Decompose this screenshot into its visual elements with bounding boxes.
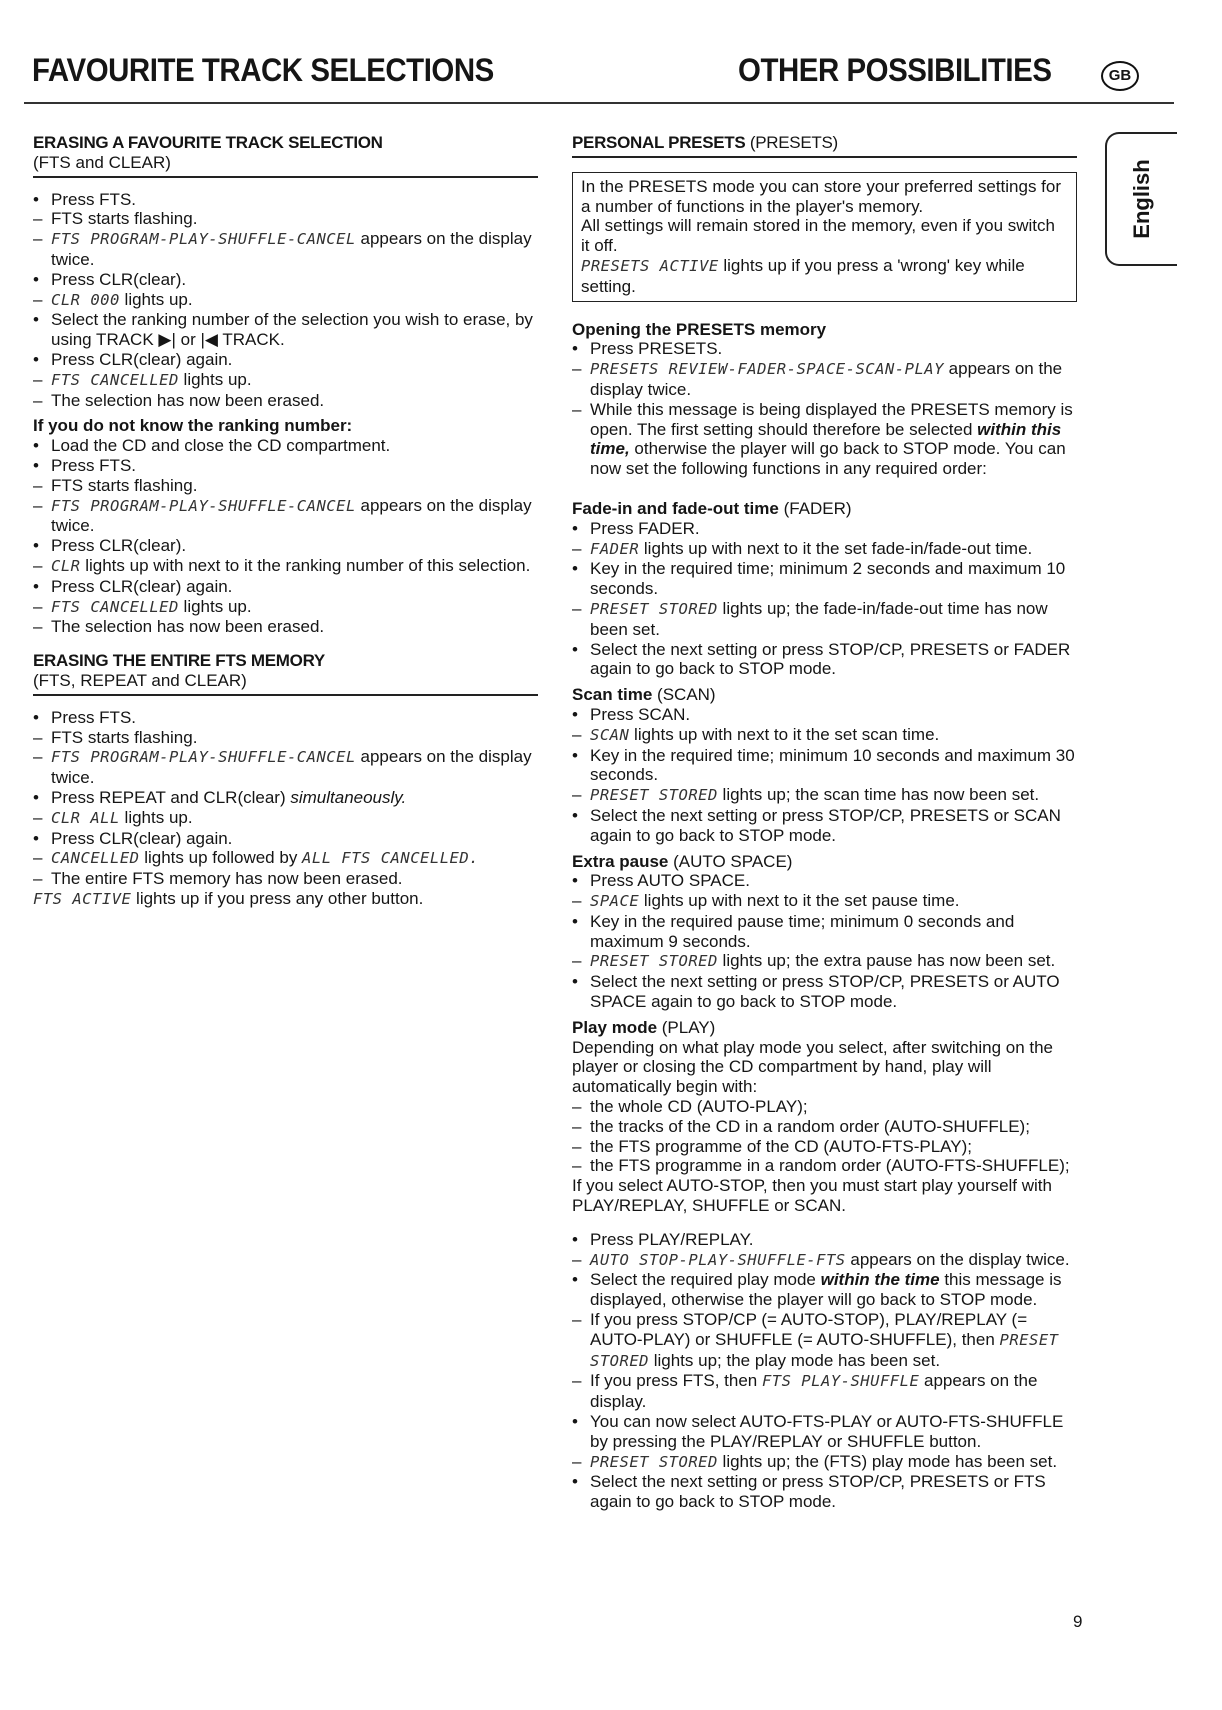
text-segment: simultaneously.	[290, 787, 407, 807]
dash-marker: –	[572, 1451, 582, 1471]
header-divider	[24, 102, 1174, 104]
heading-suffix: (PRESETS)	[749, 133, 838, 152]
text-segment: lights up if you press a 'wrong' key while setting.	[581, 255, 1025, 296]
dash-item	[572, 725, 1077, 746]
left-column	[33, 133, 538, 910]
dash-item	[572, 951, 1077, 972]
lcd-display-text: PRESET STORED	[590, 786, 718, 805]
dash-item	[33, 476, 538, 496]
bullet-marker: •	[572, 805, 578, 825]
text-segment: lights up with next to it the set pause time.	[639, 891, 960, 911]
text-segment: Press FADER.	[590, 518, 700, 538]
dash-item	[33, 808, 538, 829]
section-body	[33, 190, 538, 638]
dash-marker: –	[572, 951, 582, 971]
text-segment: Select the required play mode	[590, 1270, 821, 1290]
dash-item	[33, 597, 538, 618]
text-segment: Press CLR(clear) again.	[51, 349, 233, 369]
dash-item	[33, 290, 538, 311]
dash-marker: –	[572, 399, 582, 419]
dash-item	[572, 785, 1077, 806]
dash-marker: –	[33, 289, 43, 309]
spacer	[572, 479, 1077, 493]
bullet-marker: •	[33, 828, 39, 848]
bullet-marker: •	[572, 339, 578, 359]
text-segment: lights up.	[119, 807, 193, 827]
text-segment: appears on the display.	[590, 1371, 1038, 1412]
text-segment: the whole CD (AUTO-PLAY);	[590, 1097, 808, 1117]
dash-marker: –	[572, 538, 582, 558]
dash-marker: –	[33, 475, 43, 495]
dash-item	[572, 1097, 1077, 1117]
lcd-display-text: CANCELLED	[51, 849, 140, 868]
text-segment: All settings will remain stored in the memory, even if you switch it off.	[581, 216, 1055, 256]
bullet-marker: •	[572, 972, 578, 992]
text-segment: If you do not know the ranking number:	[33, 416, 353, 436]
text-segment: You can now select AUTO-FTS-PLAY or AUTO-FTS-SHUFFLE by pressing the PLAY/REPLAY or SHUFFLE button.	[590, 1412, 1064, 1451]
dash-item	[33, 728, 538, 748]
bullet-item	[572, 1472, 1077, 1512]
dash-marker: –	[572, 359, 582, 379]
text-segment: Select the next setting or press STOP/CP, PRESETS or SCAN again to go back to STOP mode.	[590, 805, 1061, 845]
dash-marker: –	[572, 1249, 582, 1269]
text-segment: the tracks of the CD in a random order (AUTO-SHUFFLE);	[590, 1116, 1030, 1136]
text-segment: appears on the display twice.	[51, 747, 532, 788]
bullet-item	[572, 1230, 1077, 1250]
text-segment: Press CLR(clear).	[51, 269, 187, 289]
bullet-marker: •	[572, 745, 578, 765]
bullet-marker: •	[572, 1229, 578, 1249]
dash-marker: –	[572, 891, 582, 911]
text-segment: lights up with next to it the set scan time.	[629, 724, 940, 744]
text-segment: lights up if you press any other button.	[131, 888, 424, 908]
text-segment: Select the ranking number of the selection you wish to erase, by using TRACK ▶| or |◀ TRACK.	[51, 310, 533, 350]
dash-marker: –	[33, 869, 43, 889]
dash-item	[33, 617, 538, 637]
dash-item	[572, 1452, 1077, 1473]
bullet-marker: •	[572, 639, 578, 659]
spacer	[33, 637, 538, 651]
heading-text: PERSONAL PRESETS	[572, 133, 746, 152]
spacer	[572, 1216, 1077, 1230]
bullet-marker: •	[572, 518, 578, 538]
dash-marker: –	[572, 1136, 582, 1156]
text-segment: lights up.	[178, 596, 252, 616]
bullet-marker: •	[33, 576, 39, 596]
text-segment: (PLAY)	[657, 1017, 716, 1037]
bullet-marker: •	[572, 559, 578, 579]
paragraph	[572, 1176, 1077, 1216]
dash-marker: –	[33, 617, 43, 637]
right-column	[572, 133, 1077, 1512]
text-segment: In the PRESETS mode you can store your preferred settings for a number of functions in the player's memory.	[581, 176, 1062, 216]
text-segment: Press PLAY/REPLAY.	[590, 1229, 754, 1249]
bullet-item	[572, 871, 1077, 891]
text-segment: this message is displayed, otherwise the player will go back to STOP mode.	[590, 1270, 1062, 1310]
bullet-marker: •	[572, 871, 578, 891]
text-segment: Key in the required time; minimum 10 seconds and maximum 30 seconds.	[590, 745, 1075, 785]
lcd-display-text: PRESET STORED	[590, 1330, 1059, 1370]
text-segment: Press CLR(clear) again.	[51, 576, 233, 596]
dash-item	[33, 391, 538, 411]
dash-item	[572, 1310, 1077, 1371]
bullet-item	[572, 705, 1077, 725]
text-segment: The entire FTS memory has now been erased.	[51, 869, 403, 889]
subheading	[572, 685, 1077, 705]
dash-marker: –	[33, 727, 43, 747]
bullet-marker: •	[33, 310, 39, 330]
dash-item	[572, 400, 1077, 479]
text-segment: (SCAN)	[652, 685, 716, 705]
text-segment: If you press FTS, then	[590, 1371, 762, 1391]
dash-marker: –	[33, 369, 43, 389]
bullet-marker: •	[572, 704, 578, 724]
text-segment: lights up; the (FTS) play mode has been set.	[717, 1451, 1058, 1471]
text-segment: lights up; the fade-in/fade-out time has now been set.	[590, 598, 1048, 639]
text-segment: lights up; the scan time has now been set.	[717, 785, 1040, 805]
text-segment: lights up; the play mode has been set.	[649, 1350, 941, 1370]
text-segment: Opening the PRESETS memory	[572, 319, 827, 339]
text-segment: FTS starts flashing.	[51, 475, 198, 495]
bullet-item	[33, 456, 538, 476]
bullet-item	[33, 310, 538, 350]
section-heading-personal-presets	[572, 133, 1077, 153]
text-segment: Select the next setting or press STOP/CP, PRESETS or FADER again to go back to STOP mode.	[590, 639, 1071, 679]
paragraph	[572, 1038, 1077, 1097]
bullet-item	[572, 746, 1077, 786]
text-segment: Fade-in and fade-out time	[572, 498, 779, 518]
bullet-item	[572, 1270, 1077, 1310]
dash-marker: –	[572, 1097, 582, 1117]
bullet-item	[33, 270, 538, 290]
section-divider	[33, 176, 538, 178]
text-segment: the FTS programme in a random order (AUTO-FTS-SHUFFLE);	[590, 1156, 1070, 1176]
subheading	[33, 416, 538, 436]
text-segment: lights up with next to it the ranking number of this selection.	[80, 555, 531, 575]
bullet-item	[572, 972, 1077, 1012]
bullet-marker: •	[33, 455, 39, 475]
bullet-marker: •	[33, 269, 39, 289]
dash-item	[33, 848, 538, 869]
dash-item	[572, 891, 1077, 912]
bullet-marker: •	[572, 911, 578, 931]
lcd-display-text: FTS PLAY-SHUFFLE	[761, 1372, 920, 1391]
dash-item	[572, 359, 1077, 400]
dash-item	[33, 209, 538, 229]
dash-marker: –	[33, 807, 43, 827]
text-segment: lights up.	[119, 289, 193, 309]
bullet-item	[33, 829, 538, 849]
subheading	[572, 1018, 1077, 1038]
text-segment: Play mode	[572, 1017, 658, 1037]
text-segment: If you press STOP/CP (= AUTO-STOP), PLAY/REPLAY (= AUTO-PLAY) or SHUFFLE (= AUTO-SHUFFLE), then	[590, 1310, 1028, 1349]
text-segment: lights up.	[178, 369, 252, 389]
lcd-display-text: FTS PROGRAM-PLAY-SHUFFLE-CANCEL	[51, 496, 356, 515]
language-tab	[1105, 132, 1177, 266]
bullet-marker: •	[33, 189, 39, 209]
paragraph	[581, 256, 1066, 297]
text-segment: The selection has now been erased.	[51, 617, 325, 637]
text-segment: FTS starts flashing.	[51, 727, 198, 747]
text-segment: Key in the required pause time; minimum 0 seconds and maximum 9 seconds.	[590, 911, 1015, 951]
bullet-marker: •	[572, 1270, 578, 1290]
text-segment: Press AUTO SPACE.	[590, 871, 750, 891]
subheading	[572, 320, 1077, 340]
bullet-marker: •	[572, 1472, 578, 1492]
dash-marker: –	[33, 495, 43, 515]
text-segment: lights up with next to it the set fade-in/fade-out time.	[639, 538, 1033, 558]
text-segment: Key in the required time; minimum 2 seconds and maximum 10 seconds.	[590, 559, 1066, 599]
dash-item	[572, 1137, 1077, 1157]
section-divider	[33, 694, 538, 696]
dash-item	[33, 869, 538, 889]
lcd-display-text: FTS CANCELLED	[51, 370, 179, 389]
bullet-item	[33, 708, 538, 728]
text-segment: Load the CD and close the CD compartment.	[51, 436, 391, 456]
presets-instructions	[572, 320, 1077, 1512]
lcd-display-text: ALL FTS CANCELLED.	[302, 849, 480, 868]
bullet-item	[33, 788, 538, 808]
bullet-item	[33, 436, 538, 456]
text-segment: appears on the display twice.	[51, 229, 532, 269]
dash-marker: –	[572, 1371, 582, 1391]
text-segment: Press FTS.	[51, 189, 137, 209]
lcd-display-text: CLR ALL	[51, 808, 120, 827]
bullet-item	[572, 640, 1077, 680]
text-segment: While this message is being displayed the PRESETS memory is open. The first setting should therefore be selected	[590, 399, 1073, 439]
lcd-display-text: PRESETS REVIEW-FADER-SPACE-SCAN-PLAY	[590, 360, 944, 379]
dash-marker: –	[572, 724, 582, 744]
lcd-display-text: PRESET STORED	[590, 599, 718, 618]
paragraph	[33, 889, 538, 910]
paragraph	[581, 177, 1066, 217]
bullet-item	[572, 912, 1077, 952]
lcd-display-text: SPACE	[590, 892, 640, 911]
text-segment: Press CLR(clear).	[51, 536, 187, 556]
lcd-display-text: FTS ACTIVE	[33, 889, 132, 908]
bullet-item	[33, 536, 538, 556]
bullet-marker: •	[33, 536, 39, 556]
bullet-marker: •	[572, 1412, 578, 1432]
lcd-display-text: PRESET STORED	[590, 952, 718, 971]
subheading	[572, 852, 1077, 872]
bullet-marker: •	[33, 436, 39, 456]
text-segment: lights up followed by	[139, 848, 303, 868]
language-tab-label: English	[1129, 159, 1154, 239]
text-segment: the FTS programme of the CD (AUTO-FTS-PLAY);	[590, 1136, 972, 1156]
dash-marker: –	[572, 1310, 582, 1330]
lcd-display-text: FTS CANCELLED	[51, 597, 179, 616]
dash-marker: –	[572, 785, 582, 805]
lcd-display-text: PRESET STORED	[590, 1452, 718, 1471]
dash-marker: –	[572, 1116, 582, 1136]
section-subheading: (FTS, REPEAT and CLEAR)	[33, 670, 247, 690]
text-segment: (FADER)	[778, 498, 852, 518]
page-number: 9	[1073, 1612, 1083, 1631]
dash-marker: –	[572, 598, 582, 618]
text-segment: Select the next setting or press STOP/CP, PRESETS or FTS again to go back to STOP mode.	[590, 1472, 1046, 1512]
section-heading: ERASING THE ENTIRE FTS MEMORY	[33, 651, 325, 671]
bullet-marker: •	[33, 707, 39, 727]
page-title-left: FAVOURITE TRACK SELECTIONS	[32, 52, 494, 88]
text-segment: Depending on what play mode you select, after switching on the player or closing the CD compartment by hand, play will automatically begin with:	[572, 1037, 1054, 1097]
dash-item	[572, 539, 1077, 560]
text-segment: Press REPEAT and CLR(clear)	[51, 787, 291, 807]
section-body	[33, 708, 538, 910]
text-segment: Select the next setting or press STOP/CP, PRESETS or AUTO SPACE again to go back to STOP mode.	[590, 972, 1060, 1012]
section-divider	[572, 156, 1077, 158]
bullet-item	[572, 806, 1077, 846]
text-segment: appears on the display twice.	[590, 359, 1063, 399]
text-segment: Press FTS.	[51, 455, 137, 475]
dash-item	[572, 1371, 1077, 1412]
lcd-display-text: CLR 000	[51, 290, 120, 309]
dash-item	[33, 496, 538, 537]
bullet-item	[572, 1412, 1077, 1452]
paragraph	[581, 216, 1066, 256]
bullet-item	[33, 350, 538, 370]
text-segment: Scan time	[572, 685, 653, 705]
dash-marker: –	[33, 596, 43, 616]
text-segment: within the time	[820, 1270, 940, 1290]
subheading	[572, 499, 1077, 519]
text-segment: Extra pause	[572, 851, 669, 871]
dash-item	[33, 747, 538, 788]
lcd-display-text: FTS PROGRAM-PLAY-SHUFFLE-CANCEL	[51, 230, 356, 249]
dash-marker: –	[33, 747, 43, 767]
lcd-display-text: FTS PROGRAM-PLAY-SHUFFLE-CANCEL	[51, 748, 356, 767]
bullet-marker: •	[33, 787, 39, 807]
text-segment: Press CLR(clear) again.	[51, 828, 233, 848]
text-segment: FTS starts flashing.	[51, 209, 198, 229]
dash-marker: –	[572, 1156, 582, 1176]
bullet-item	[572, 339, 1077, 359]
dash-marker: –	[33, 848, 43, 868]
dash-marker: –	[33, 229, 43, 249]
bullet-item	[572, 519, 1077, 539]
lcd-display-text: CLR	[51, 556, 81, 575]
dash-item	[33, 370, 538, 391]
text-segment: within this time,	[590, 419, 1062, 459]
dash-marker: –	[33, 209, 43, 229]
text-segment: appears on the display twice.	[51, 495, 532, 536]
presets-info-box	[572, 172, 1077, 302]
dash-marker: –	[33, 390, 43, 410]
bullet-marker: •	[33, 349, 39, 369]
text-segment: appears on the display twice.	[845, 1249, 1070, 1269]
text-segment: Press PRESETS.	[590, 339, 723, 359]
section-heading: ERASING A FAVOURITE TRACK SELECTION	[33, 133, 383, 152]
text-segment: Press FTS.	[51, 707, 137, 727]
dash-item	[572, 1117, 1077, 1137]
section-subheading: (FTS and CLEAR)	[33, 152, 171, 172]
bullet-item	[33, 577, 538, 597]
dash-item	[33, 556, 538, 577]
lcd-display-text: PRESETS ACTIVE	[581, 256, 719, 275]
lcd-display-text: AUTO STOP-PLAY-SHUFFLE-FTS	[590, 1250, 846, 1269]
dash-item	[572, 1250, 1077, 1271]
dash-marker: –	[33, 555, 43, 575]
bullet-item	[33, 190, 538, 210]
text-segment: The selection has now been erased.	[51, 390, 325, 410]
page-title-right: OTHER POSSIBILITIES	[738, 52, 1052, 88]
text-segment: otherwise the player will go back to STOP mode. You can now set the following functions in any required order:	[590, 439, 1066, 479]
bullet-item	[572, 559, 1077, 599]
lcd-display-text: SCAN	[590, 725, 630, 744]
gb-country-badge: GB	[1101, 61, 1139, 91]
text-segment: Press SCAN.	[590, 704, 691, 724]
text-segment: If you select AUTO-STOP, then you must start play yourself with PLAY/REPLAY, SHUFFLE or SCAN.	[572, 1176, 1052, 1216]
dash-item	[572, 1156, 1077, 1176]
dash-item	[33, 229, 538, 270]
lcd-display-text: FADER	[590, 539, 640, 558]
dash-item	[572, 599, 1077, 640]
text-segment: lights up; the extra pause has now been set.	[717, 951, 1056, 971]
text-segment: (AUTO SPACE)	[668, 851, 793, 871]
